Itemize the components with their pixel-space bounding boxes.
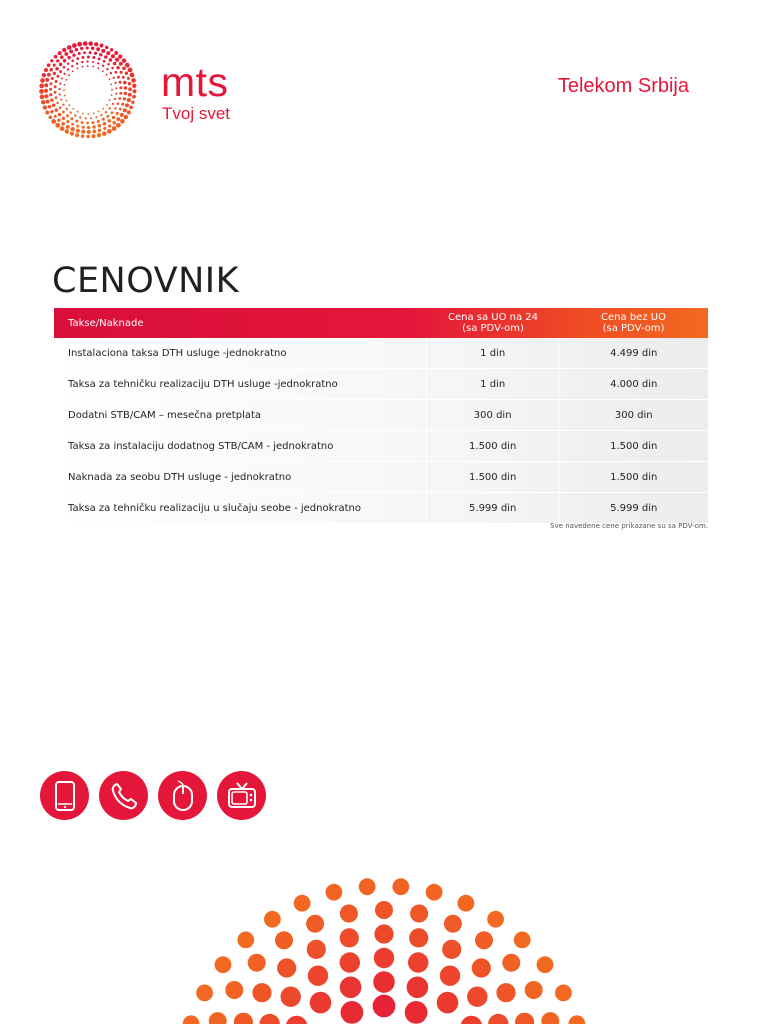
logo-tagline: Tvoj svet: [162, 104, 231, 123]
price-with-contract: 1 din: [426, 338, 559, 368]
price-without-contract: 1.500 din: [558, 431, 708, 461]
table-header: [54, 308, 708, 338]
table-row: [54, 400, 708, 431]
mts-logo: [38, 38, 268, 142]
price-without-contract: 300 din: [558, 400, 708, 430]
price-without-contract: 4.499 din: [558, 338, 708, 368]
header-cell: Cena bez UO (sa PDV-om): [601, 312, 666, 334]
table-row: [54, 462, 708, 493]
mobile-phone-icon: [40, 771, 89, 820]
mouse-icon: [158, 771, 207, 820]
fee-name: Taksa za tehničku realizaciju DTH usluge -jednokratno: [68, 378, 338, 390]
price-with-contract: 1 din: [426, 369, 559, 399]
table-row: [54, 369, 708, 400]
fee-name: Taksa za instalaciju dodatnog STB/CAM - jednokratno: [68, 440, 334, 452]
header-cell: Takse/Naknade: [68, 317, 144, 329]
decorative-dot-burst: [0, 860, 768, 1024]
header-cell: Cena sa UO na 24 (sa PDV-om): [447, 312, 539, 334]
tv-icon: [217, 771, 266, 820]
price-with-contract: 1.500 din: [426, 431, 559, 461]
table-row: [54, 431, 708, 462]
fee-name: Instalaciona taksa DTH usluge -jednokratno: [68, 347, 287, 359]
fee-name: Dodatni STB/CAM – mesečna pretplata: [68, 409, 262, 421]
price-table: [54, 308, 708, 524]
company-name: Telekom Srbija: [557, 75, 689, 97]
price-with-contract: 5.999 din: [426, 493, 559, 523]
fee-name: Naknada za seobu DTH usluge - jednokratno: [68, 471, 292, 483]
logo-dot-ring: [38, 38, 158, 142]
price-without-contract: 5.999 din: [558, 493, 708, 523]
vat-note: Sve navedene cene prikazane su sa PDV-om.: [550, 522, 708, 530]
service-icons: [40, 771, 266, 820]
price-with-contract: 1.500 din: [426, 462, 559, 492]
page-title: CENOVNIK: [52, 261, 240, 302]
price-without-contract: 4.000 din: [558, 369, 708, 399]
landline-phone-icon: [99, 771, 148, 820]
table-row: [54, 493, 708, 524]
fee-name: Taksa za tehničku realizaciju u slučaju seobe - jednokratno: [68, 502, 361, 514]
price-with-contract: 300 din: [426, 400, 559, 430]
table-row: [54, 338, 708, 369]
price-without-contract: 1.500 din: [558, 462, 708, 492]
logo-wordmark: mts: [161, 59, 229, 105]
